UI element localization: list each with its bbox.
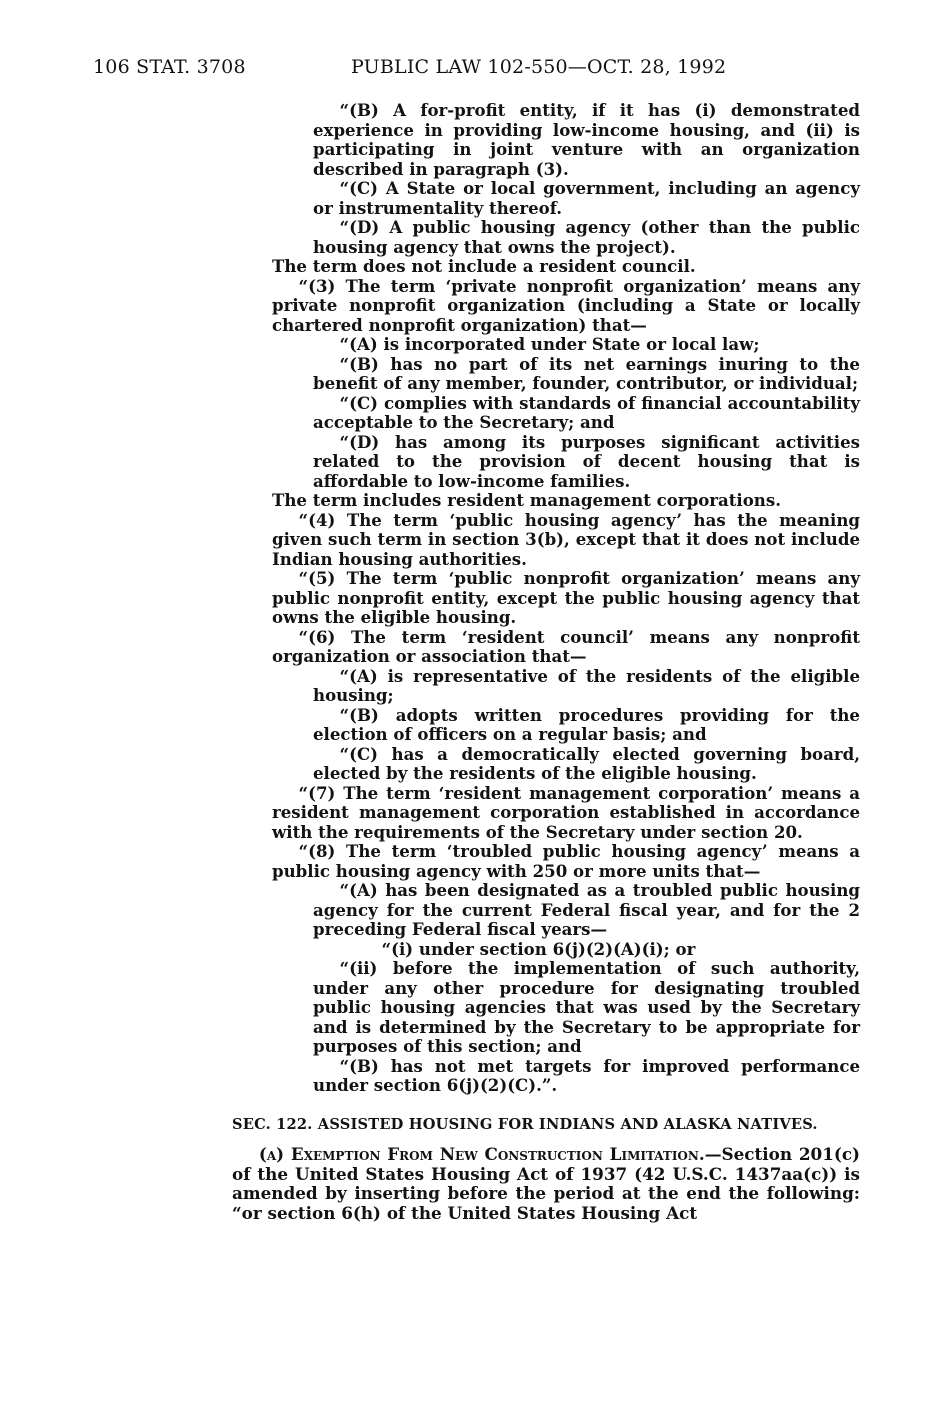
paragraph-7-definition: “(7) The term ‘resident management corporation’ means a resident management corporation established in accordance with the requirements of the Secretary under section 20. xyxy=(272,782,860,842)
definitions-body xyxy=(272,101,860,1096)
paragraph-8a: “(A) has been designated as a troubled public housing agency for the current Federal fiscal year, and for the 2 preceding Federal fiscal years— xyxy=(313,880,860,939)
paragraph-8-definition: “(8) The term ‘troubled public housing agency’ means a public housing agency with 250 or more units that— xyxy=(272,841,860,881)
paragraph-d-pha: “(D) A public housing agency (other than the public housing agency that owns the project). xyxy=(313,217,860,257)
public-law-reference: PUBLIC LAW 102-550—OCT. 28, 1992 xyxy=(351,56,727,78)
paragraph-8a-i: “(i) under section 6(j)(2)(A)(i); or xyxy=(381,938,696,959)
subsection-a xyxy=(232,1145,860,1223)
statute-page-reference: 106 STAT. 3708 xyxy=(93,56,246,78)
paragraph-3d: “(D) has among its purposes significant activities related to the provision of decent housing that is affordable to low-income families. xyxy=(313,431,860,491)
paragraph-3b: “(B) has no part of its net earnings inuring to the benefit of any member, founder, contributor, or individual; xyxy=(313,353,860,393)
paragraph-5-definition: “(5) The term ‘public nonprofit organization’ means any public nonprofit entity, except the public housing agency that owns the eligible housing. xyxy=(272,568,860,627)
section-heading: SEC. 122. ASSISTED HOUSING FOR INDIANS AND ALASKA NATIVES. xyxy=(232,1116,818,1133)
section-body xyxy=(232,1145,860,1223)
subsection-a-text: —Section 201(c) of the United States Housing Act of 1937 (42 U.S.C. 1437aa(c)) is amended by inserting before the period at the end the following: “or section 6(h) of the United States Housing Act xyxy=(232,1144,860,1223)
paragraph-3c: “(C) complies with standards of financial accountability acceptable to the Secretary; and xyxy=(313,392,860,432)
paragraph-8a-ii: “(ii) before the implementation of such authority, under any other procedure for designating troubled public housing agencies that was used by the Secretary and is determined by the Secretary to be appropriate for purposes of this section; and xyxy=(313,958,860,1056)
paragraph-6c: “(C) has a democratically elected governing board, elected by the residents of the eligible housing. xyxy=(313,743,860,783)
paragraph-4-definition: “(4) The term ‘public housing agency’ has the meaning given such term in section 3(b), except that it does not include Indian housing authorities. xyxy=(272,509,860,569)
paragraph-term-inclusion: The term includes resident management corporations. xyxy=(272,490,781,510)
paragraph-6a: “(A) is representative of the residents of the eligible housing; xyxy=(313,665,860,705)
paragraph-3a: “(A) is incorporated under State or local law; xyxy=(339,334,760,354)
paragraph-c-state: “(C) A State or local government, including an agency or instrumentality thereof. xyxy=(313,178,860,218)
paragraph-3-definition: “(3) The term ‘private nonprofit organization’ means any private nonprofit organization (including a State or locally chartered nonprofit organization) that— xyxy=(272,275,860,335)
paragraph-6b: “(B) adopts written procedures providing for the election of officers on a regular basis; and xyxy=(313,704,860,744)
paragraph-b-for-profit: “(B) A for-profit entity, if it has (i) demonstrated experience in providing low-income housing, and (ii) is participating in joint venture with an organization described in paragraph (3). xyxy=(313,100,860,179)
paragraph-term-exclusion: The term does not include a resident council. xyxy=(272,256,696,276)
paragraph-6-definition: “(6) The term ‘resident council’ means any nonprofit organization or association that— xyxy=(272,626,860,666)
paragraph-8b: “(B) has not met targets for improved performance under section 6(j)(2)(C).”. xyxy=(313,1055,860,1095)
page-header xyxy=(0,56,943,88)
subsection-a-label: (a) Exemption From New Construction Limitation. xyxy=(258,1144,705,1164)
